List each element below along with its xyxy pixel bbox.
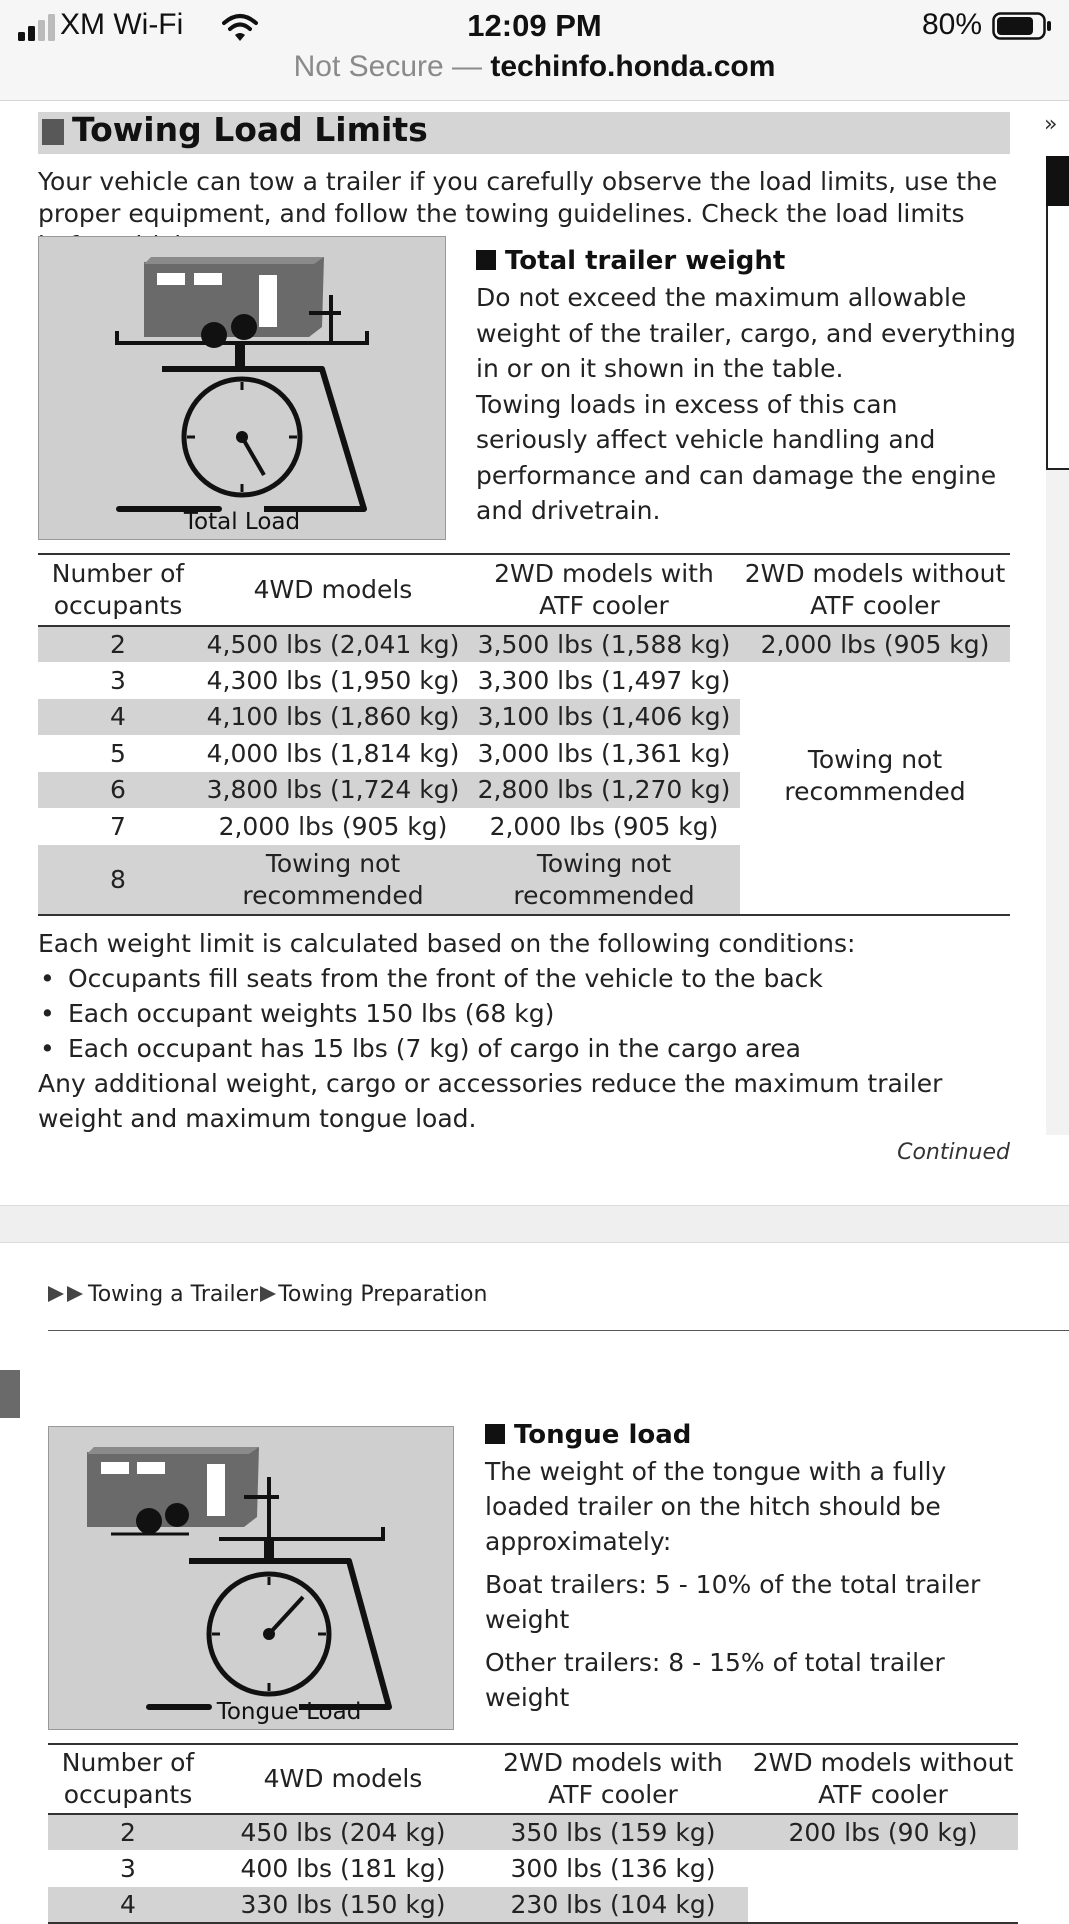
play-triangle-icon: [258, 1285, 278, 1303]
conditions-outro: Any additional weight, cargo or accessories reduce the maximum trailer weight and maximum tongue load.: [38, 1069, 943, 1133]
subsection-title: [476, 246, 785, 276]
continued-label: Continued: [897, 1140, 1010, 1165]
table-cell: 3,500 lbs (1,588 kg): [468, 626, 740, 662]
table-cell: 7: [110, 811, 126, 841]
section-title: Towing Load Limits: [72, 110, 428, 149]
column-header: 2WD models with ATF cooler: [494, 559, 714, 620]
breadcrumb-item[interactable]: Towing a Trailer: [88, 1282, 259, 1307]
table-cell: 4: [38, 699, 198, 735]
table-cell: 3,100 lbs (1,406 kg): [468, 699, 740, 735]
column-header: Number of occupants: [61, 1748, 195, 1809]
table-cell: 3,300 lbs (1,497 kg): [477, 665, 731, 695]
column-header: 2WD models with ATF cooler: [503, 1748, 723, 1809]
tongue-load-illustration: [48, 1426, 454, 1730]
subsection-paragraph: Other trailers: 8 - 15% of total trailer weight: [485, 1648, 945, 1712]
trailer-hitch-scale-icon: [49, 1427, 453, 1729]
column-header: 2WD models without ATF cooler: [752, 1748, 1014, 1809]
tongue-load-table: [48, 1743, 1018, 1924]
illustration-label: Tongue Load: [216, 1699, 362, 1725]
trailer-on-scale-icon: [39, 237, 445, 539]
table-cell: 450 lbs (204 kg): [208, 1814, 478, 1850]
table-cell: 350 lbs (159 kg): [478, 1814, 748, 1850]
battery-icon: [992, 12, 1052, 40]
table-cell: Towing not recommended: [468, 845, 740, 915]
table-cell: 300 lbs (136 kg): [510, 1853, 716, 1883]
conditions-intro: Each weight limit is calculated based on the following conditions:: [38, 929, 856, 958]
table-cell: 6: [38, 772, 198, 808]
table-row: [48, 1850, 1018, 1887]
column-header: 4WD models: [253, 575, 413, 604]
sidebar-arrows-icon: »: [1044, 112, 1058, 137]
table-cell: 5: [110, 738, 126, 768]
page-separator: [0, 1205, 1069, 1243]
breadcrumb-divider: [48, 1330, 1069, 1331]
subsection-paragraph: The weight of the tongue with a fully loaded trailer on the hitch should be approximately:: [485, 1457, 947, 1556]
table-cell: 2: [38, 626, 198, 662]
table-cell: 3: [120, 1853, 136, 1883]
subsection-title-text: Total trailer weight: [505, 246, 786, 276]
table-cell: 2,000 lbs (905 kg): [218, 811, 448, 841]
table-cell: 2,800 lbs (1,270 kg): [468, 772, 740, 808]
towing-load-table: [38, 553, 1010, 916]
square-bullet-icon: [42, 119, 64, 145]
subsection-paragraph: Towing loads in excess of this can seriously affect vehicle handling and performance and can damage the engine and drivetrain.: [476, 389, 997, 525]
conditions-block: [38, 926, 1028, 1136]
table-cell: 2: [48, 1814, 208, 1850]
list-item: • Each occupant weights 150 lbs (68 kg): [38, 996, 1028, 1031]
address-bar[interactable]: [0, 50, 1069, 84]
illustration-label: Total Load: [183, 509, 301, 535]
square-bullet-icon: [476, 250, 496, 270]
table-row: [38, 662, 1010, 699]
battery-percent: 80%: [922, 8, 983, 41]
table-cell: 2,000 lbs (905 kg): [740, 626, 1010, 662]
subsection-title-text: Tongue load: [514, 1420, 692, 1450]
table-cell: 330 lbs (150 kg): [208, 1887, 478, 1923]
table-cell: 8: [38, 845, 198, 915]
table-cell: 4: [48, 1887, 208, 1923]
table-cell: 2,000 lbs (905 kg): [489, 811, 719, 841]
table-cell: 3,800 lbs (1,724 kg): [198, 772, 468, 808]
security-label: Not Secure —: [293, 50, 483, 83]
column-header: 2WD models without ATF cooler: [744, 559, 1006, 620]
subsection-paragraph: Boat trailers: 5 - 10% of the total trailer weight: [485, 1570, 981, 1634]
subsection-body: [476, 280, 1016, 529]
table-cell: [748, 1850, 1018, 1923]
table-row: [48, 1814, 1018, 1850]
sidebar-band: [1046, 470, 1069, 1135]
subsection-paragraph: Do not exceed the maximum allowable weight of the trailer, cargo, and everything in or on it shown in the table.: [476, 283, 1016, 383]
carrier-name: XM Wi-Fi: [60, 8, 184, 41]
total-load-illustration: [38, 236, 446, 540]
table-cell: 3: [110, 665, 126, 695]
column-header: 4WD models: [263, 1764, 423, 1793]
table-row: [38, 626, 1010, 662]
conditions-list: [38, 961, 1028, 1066]
status-clock: 12:09 PM: [467, 8, 602, 43]
play-triangle-icon: [48, 1285, 88, 1303]
column-header: Number of occupants: [51, 559, 185, 620]
breadcrumb: [48, 1282, 487, 1307]
list-item: • Occupants fill seats from the front of the vehicle to the back: [38, 961, 1028, 996]
subsection-title: [485, 1420, 691, 1450]
table-cell: 4,300 lbs (1,950 kg): [206, 665, 460, 695]
square-bullet-icon: [485, 1424, 505, 1444]
sidebar-note-box: [1046, 206, 1069, 470]
side-tab[interactable]: [0, 1370, 20, 1418]
list-item: • Each occupant has 15 lbs (7 kg) of cargo in the cargo area: [38, 1031, 1028, 1066]
sidebar-header-bar: [1046, 156, 1069, 206]
url-domain: techinfo.honda.com: [490, 50, 776, 83]
table-cell: 230 lbs (104 kg): [478, 1887, 748, 1923]
table-cell: 200 lbs (90 kg): [748, 1814, 1018, 1850]
table-cell: 4,100 lbs (1,860 kg): [198, 699, 468, 735]
table-cell: 4,500 lbs (2,041 kg): [198, 626, 468, 662]
table-cell: 400 lbs (181 kg): [240, 1853, 446, 1883]
table-cell: 4,000 lbs (1,814 kg): [206, 738, 460, 768]
intro-paragraph: Your vehicle can tow a trailer if you carefully observe the load limits, use the proper equipment, and follow the towing guidelines. Check the load limits: [38, 167, 998, 228]
table-cell: 3,000 lbs (1,361 kg): [477, 738, 731, 768]
subsection-body: [485, 1454, 1025, 1723]
table-cell: Towing not recommended: [198, 845, 468, 915]
breadcrumb-item[interactable]: Towing Preparation: [278, 1282, 488, 1307]
merged-note-cell: Towing not recommended: [784, 745, 966, 806]
